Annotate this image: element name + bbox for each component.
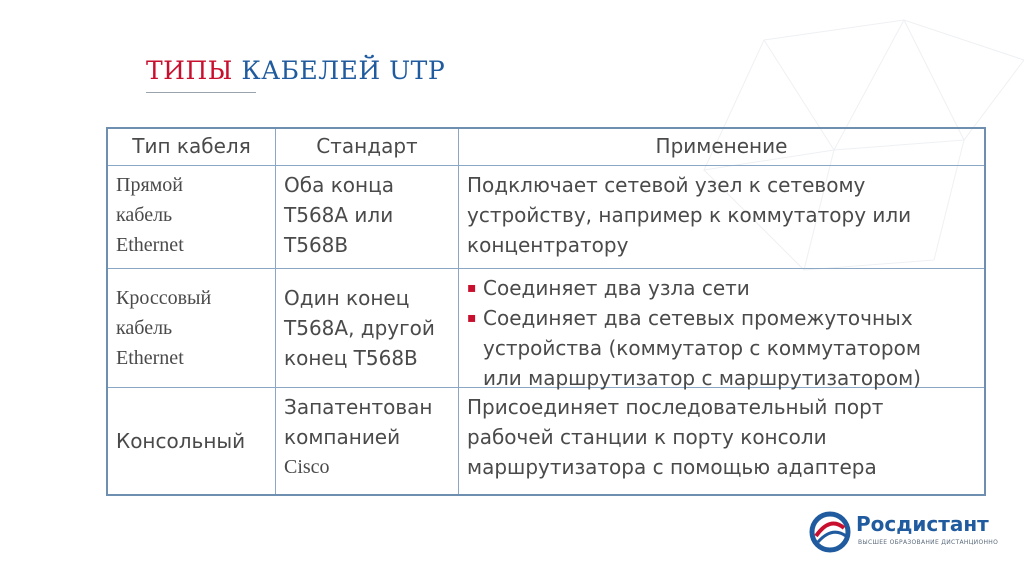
- cell-usage: [459, 166, 984, 268]
- cell-line: Присоединяет последовательный порт: [467, 395, 884, 419]
- cell-standard: [276, 388, 459, 494]
- cell-usage: [459, 388, 984, 494]
- cell-line: кабель: [116, 204, 173, 226]
- cell-line: маршрутизатора с помощью адаптера: [467, 455, 877, 479]
- table-row: [108, 166, 984, 269]
- bullet-continuation: устройства (коммутатор с коммутатором: [483, 336, 921, 360]
- cell-line: кабель: [116, 317, 173, 339]
- cell-line: компанией: [284, 425, 401, 449]
- cell-line: Прямой: [116, 174, 184, 196]
- cell-line: Cisco: [284, 456, 330, 478]
- header-standard: Стандарт: [276, 129, 459, 165]
- cell-cable-type: [108, 388, 276, 494]
- cell-cable-type: [108, 166, 276, 268]
- bullet-item: [467, 273, 976, 303]
- cell-line: Подключает сетевой узел к сетевому: [467, 173, 866, 197]
- table-header-row: [108, 129, 984, 166]
- cell-line: T568B: [284, 233, 349, 257]
- cell-line: Кроссовый: [116, 287, 212, 309]
- table-row: [108, 269, 984, 388]
- cell-line: Оба конца: [284, 173, 394, 197]
- cell-line: Ethernet: [116, 347, 184, 369]
- logo-tagline: ВЫСШЕЕ ОБРАЗОВАНИЕ ДИСТАНЦИОННО: [858, 539, 999, 546]
- cell-line: рабочей станции к порту консоли: [467, 425, 827, 449]
- cell-cable-type: [108, 269, 276, 387]
- cell-line: Один конец: [284, 286, 410, 310]
- bullet-square-icon: ▪: [467, 310, 477, 326]
- slide-title: [146, 56, 445, 85]
- cell-line: Запатентован: [284, 395, 433, 419]
- cell-standard: [276, 269, 459, 387]
- title-underline: [146, 92, 256, 93]
- bullet-square-icon: ▪: [467, 280, 477, 296]
- cell-line: конец T568B: [284, 346, 418, 370]
- cell-usage: [459, 269, 984, 390]
- bullet-text: Соединяет два сетевых промежуточных: [483, 306, 913, 330]
- cell-line: Ethernet: [116, 234, 184, 256]
- cell-line: T568A или: [284, 203, 394, 227]
- bullet-text: Соединяет два узла сети: [483, 276, 750, 300]
- cell-line: T568A, другой: [284, 316, 435, 340]
- logo-name: Росдистант: [856, 512, 989, 536]
- header-usage: Применение: [655, 134, 788, 158]
- bullet-item: [467, 303, 976, 333]
- cell-line: Консольный: [116, 429, 246, 453]
- cell-line: концентратору: [467, 233, 629, 257]
- cell-standard: [276, 166, 459, 268]
- cable-types-table: [106, 127, 986, 496]
- bullet-continuation: или маршрутизатор с маршрутизатором): [483, 366, 921, 390]
- slide-title-part2: КАБЕЛЕЙ UTP: [232, 56, 446, 85]
- slide-title-part1: ТИПЫ: [146, 56, 233, 85]
- table-row: [108, 388, 984, 494]
- cell-line: устройству, например к коммутатору или: [467, 203, 912, 227]
- header-cable-type: Тип кабеля: [108, 129, 276, 165]
